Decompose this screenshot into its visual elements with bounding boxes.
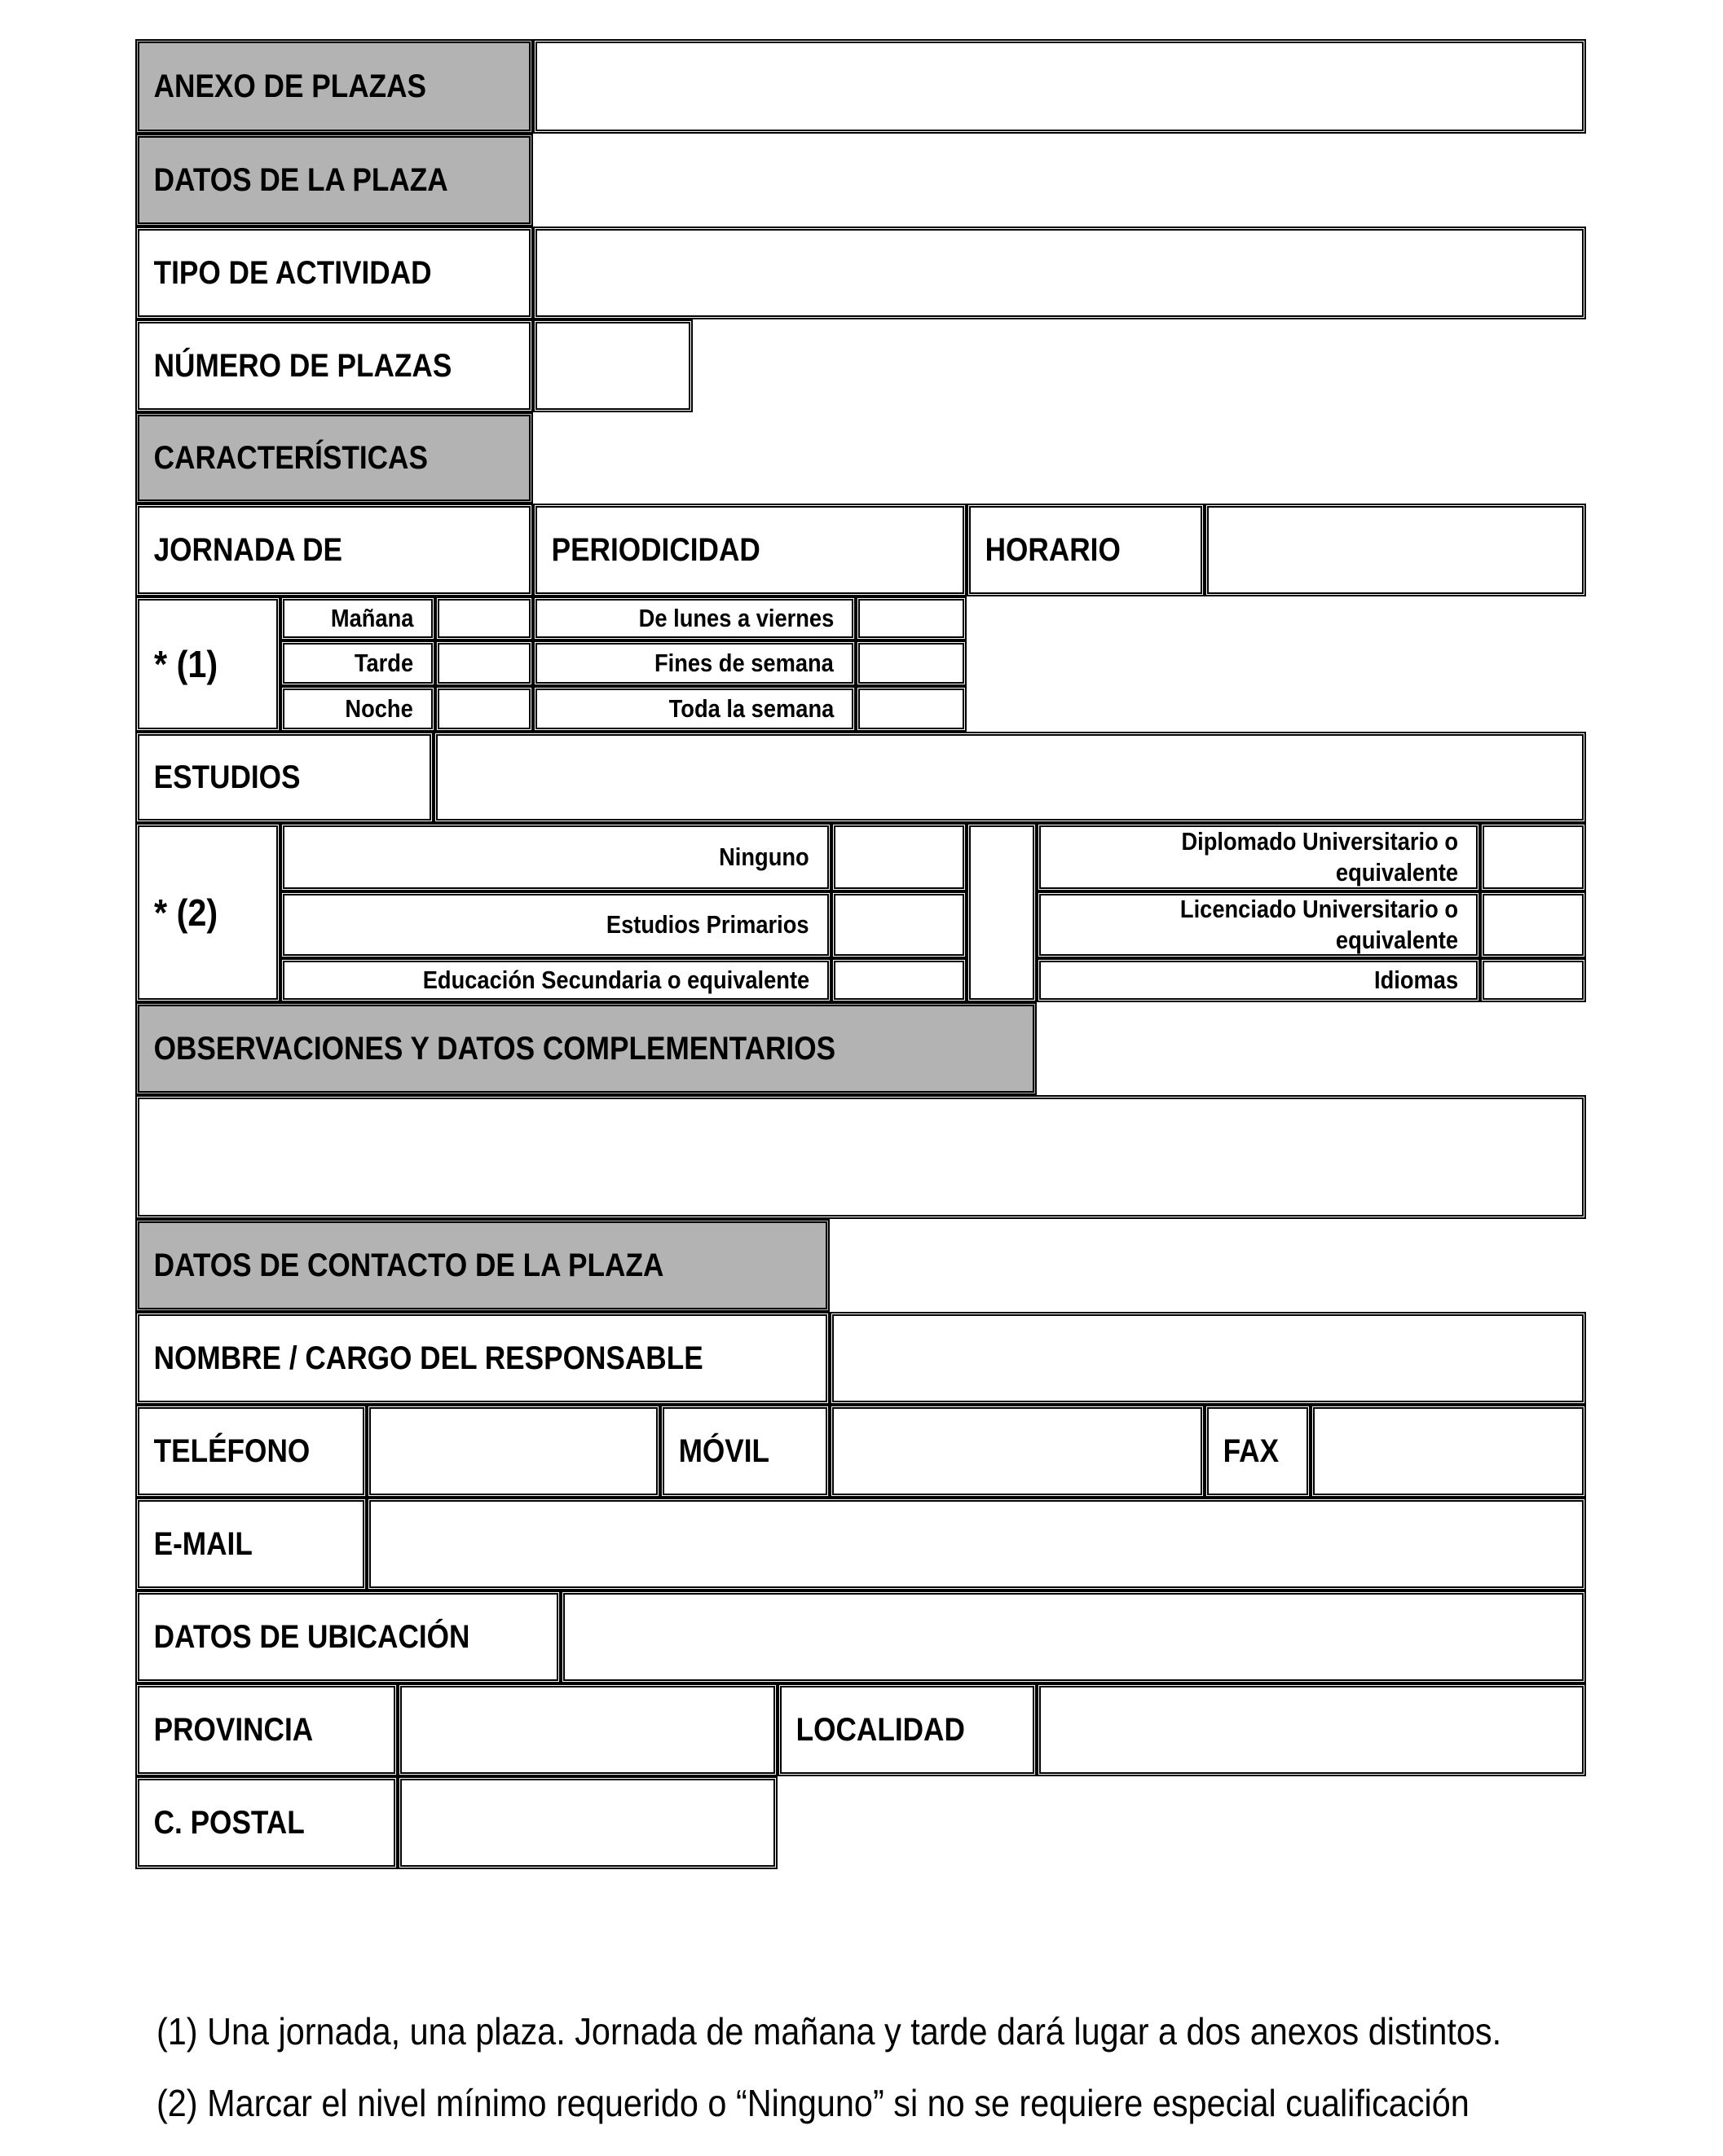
- position-data-text: DATOS DE LA PLAZA: [153, 161, 448, 198]
- fax-text: FAX: [1223, 1432, 1280, 1469]
- studies-label: [135, 732, 434, 823]
- locality-text: LOCALIDAD: [795, 1711, 965, 1748]
- fax-field[interactable]: [1311, 1405, 1586, 1498]
- postal-code-text: C. POSTAL: [153, 1804, 305, 1841]
- schedule-text: HORARIO: [985, 531, 1121, 568]
- email-label: [135, 1498, 367, 1591]
- studies-option-languages: [1037, 958, 1480, 1002]
- fax-label: [1205, 1405, 1311, 1498]
- activity-type-label: [135, 227, 533, 319]
- studies-diploma-text: Diplomado Universitario o equivalente: [1181, 827, 1458, 887]
- schedule-field[interactable]: [1205, 504, 1586, 596]
- positions-count-field[interactable]: [533, 319, 693, 412]
- periodicity-weekends-text: Fines de semana: [654, 649, 834, 677]
- activity-type-text: TIPO DE ACTIVIDAD: [153, 254, 432, 291]
- periodicity-weekdays-checkbox[interactable]: [856, 596, 967, 640]
- position-data-section: [135, 134, 533, 227]
- location-data-text: DATOS DE UBICACIÓN: [153, 1618, 470, 1655]
- mobile-label: [660, 1405, 830, 1498]
- location-data-field[interactable]: [561, 1591, 1586, 1683]
- note-ref-1: [135, 596, 280, 732]
- province-field[interactable]: [398, 1683, 778, 1776]
- province-label: [135, 1683, 398, 1776]
- studies-text: ESTUDIOS: [153, 759, 301, 795]
- postal-code-label: [135, 1776, 398, 1869]
- studies-field[interactable]: [434, 732, 1586, 823]
- studies-languages-checkbox[interactable]: [1480, 958, 1586, 1002]
- manager-name-text: NOMBRE / CARGO DEL RESPONSABLE: [153, 1340, 703, 1376]
- schedule-label: [967, 504, 1205, 596]
- contact-section-text: DATOS DE CONTACTO DE LA PLAZA: [153, 1247, 664, 1283]
- studies-primary-text: Estudios Primarios: [606, 910, 809, 939]
- mobile-field[interactable]: [830, 1405, 1205, 1498]
- periodicity-weekdays-text: De lunes a viernes: [638, 604, 834, 632]
- phone-field[interactable]: [367, 1405, 660, 1498]
- footnote-1: (1) Una jornada, una plaza. Jornada de mañana y tarde dará lugar a dos anexos distintos.: [156, 2010, 1502, 2053]
- periodicity-option-weekdays: [533, 596, 856, 640]
- shift-night-checkbox[interactable]: [435, 686, 533, 732]
- periodicity-label: [533, 504, 967, 596]
- studies-none-text: Ninguno: [719, 843, 809, 871]
- mobile-text: MÓVIL: [678, 1432, 770, 1469]
- email-text: E-MAIL: [153, 1525, 253, 1562]
- studies-primary-checkbox[interactable]: [831, 891, 967, 958]
- studies-option-none: [280, 823, 831, 891]
- characteristics-text: CARACTERÍSTICAS: [153, 439, 428, 476]
- annex-header-text: ANEXO DE PLAZAS: [153, 68, 427, 104]
- studies-secondary-text: Educación Secundaria o equivalente: [422, 966, 809, 994]
- periodicity-text: PERIODICIDAD: [551, 531, 760, 568]
- postal-code-field[interactable]: [398, 1776, 778, 1869]
- studies-option-primary: [280, 891, 831, 958]
- province-text: PROVINCIA: [153, 1711, 314, 1748]
- locality-label: [778, 1683, 1037, 1776]
- studies-degree-checkbox[interactable]: [1480, 891, 1586, 958]
- shift-option-morning: [280, 596, 435, 640]
- studies-option-diploma: [1037, 823, 1480, 891]
- studies-option-secondary: [280, 958, 831, 1002]
- phone-text: TELÉFONO: [153, 1432, 311, 1469]
- observations-section: [135, 1002, 1037, 1095]
- email-field[interactable]: [367, 1498, 1586, 1591]
- periodicity-all-week-text: Toda la semana: [668, 694, 834, 723]
- studies-languages-text: Idiomas: [1373, 966, 1458, 994]
- shift-label: [135, 504, 533, 596]
- periodicity-option-all-week: [533, 686, 856, 732]
- activity-type-field[interactable]: [533, 227, 1586, 319]
- shift-option-afternoon: [280, 640, 435, 686]
- shift-afternoon-checkbox[interactable]: [435, 640, 533, 686]
- manager-name-label: [135, 1312, 830, 1405]
- periodicity-weekends-checkbox[interactable]: [856, 640, 967, 686]
- note-ref-2-text: * (2): [154, 891, 218, 934]
- studies-degree-text: Licenciado Universitario o equivalente: [1179, 895, 1458, 954]
- studies-diploma-checkbox[interactable]: [1480, 823, 1586, 891]
- phone-label: [135, 1405, 367, 1498]
- shift-afternoon-text: Tarde: [354, 649, 413, 677]
- shift-text: JORNADA DE: [153, 531, 343, 568]
- periodicity-all-week-checkbox[interactable]: [856, 686, 967, 732]
- positions-count-text: NÚMERO DE PLAZAS: [153, 347, 452, 384]
- studies-none-checkbox[interactable]: [831, 823, 967, 891]
- shift-option-night: [280, 686, 435, 732]
- note-ref-2: [135, 823, 280, 1002]
- locality-field[interactable]: [1037, 1683, 1586, 1776]
- positions-count-label: [135, 319, 533, 412]
- observations-text: OBSERVACIONES Y DATOS COMPLEMENTARIOS: [153, 1030, 836, 1067]
- shift-night-text: Noche: [345, 694, 413, 723]
- note-ref-1-text: * (1): [154, 643, 218, 685]
- periodicity-option-weekends: [533, 640, 856, 686]
- annex-header-label: [135, 39, 533, 134]
- shift-morning-checkbox[interactable]: [435, 596, 533, 640]
- annex-field[interactable]: [533, 39, 1586, 134]
- manager-name-field[interactable]: [830, 1312, 1586, 1405]
- studies-divider-cell: [967, 823, 1037, 1002]
- observations-field[interactable]: [135, 1095, 1586, 1219]
- contact-section: [135, 1219, 830, 1312]
- characteristics-section: [135, 412, 533, 504]
- studies-secondary-checkbox[interactable]: [831, 958, 967, 1002]
- shift-morning-text: Mañana: [330, 604, 413, 632]
- studies-option-degree: [1037, 891, 1480, 958]
- location-data-label: [135, 1591, 561, 1683]
- footnote-2: (2) Marcar el nivel mínimo requerido o “Ninguno” si no se requiere especial cualificación: [156, 2082, 1470, 2124]
